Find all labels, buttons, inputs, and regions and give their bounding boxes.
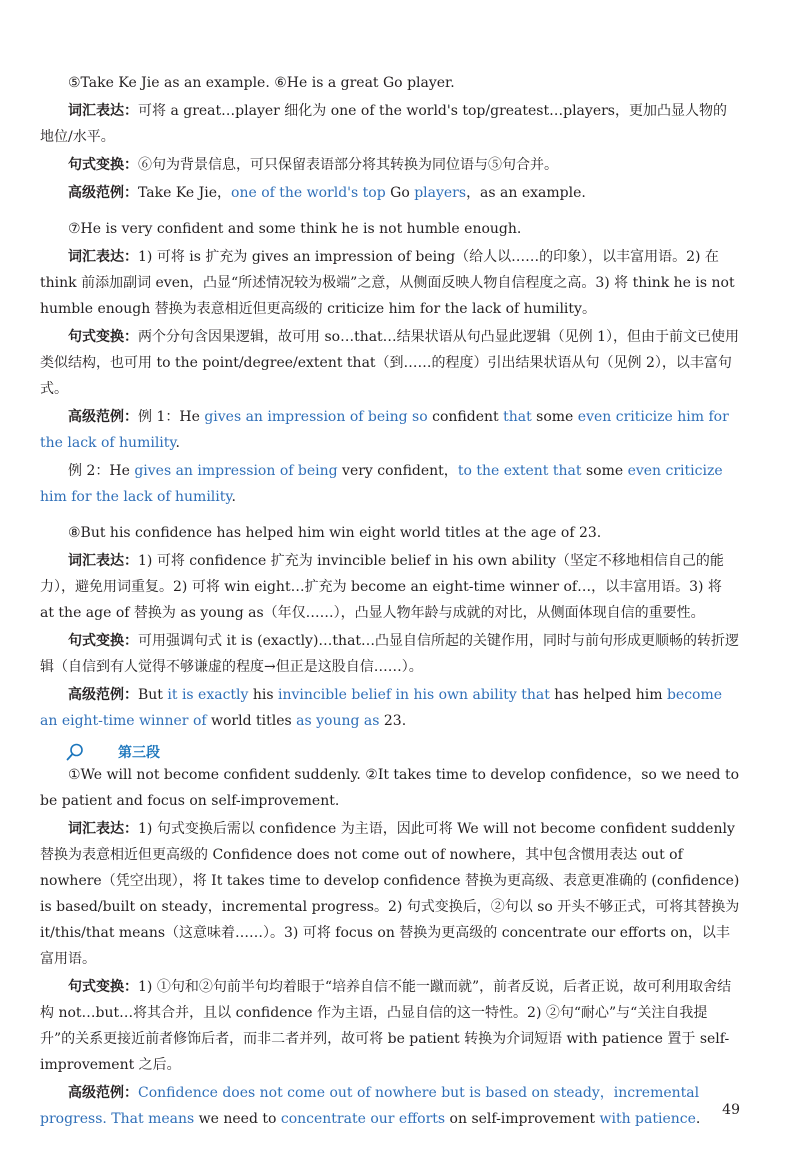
label: 词汇表达： bbox=[68, 821, 138, 837]
highlight-seg: gives an impression of being so bbox=[204, 409, 428, 425]
body-text: 1) ①句和②句前半句均着眼于“培养自信不能一蹴而就”，前者反说，后者正说，故可利用取舍结构 not…but…将其合并，且以 confidence 作为主语，凸显自信的这一特性。2) ②句“耐心”与“关注自我提升”的关系更接近前者修饰后者，而非二者并列，故可将 be patient 转换为介词短语 with patience 置于 self-improvement 之后。 bbox=[40, 979, 732, 1073]
text-seg: on self-improvement bbox=[445, 1111, 600, 1127]
label: 词汇表达： bbox=[68, 249, 138, 265]
label: 句式变换： bbox=[68, 157, 138, 173]
highlight-seg: even criticize him for the lack of humility bbox=[40, 463, 723, 505]
body-text: 1) 可将 is 扩充为 gives an impression of being（给人以……的印象），以丰富用语。2) 在 think 前添加副词 even，凸显“所述情况较为极端”之意，从侧面反映人物自信程度之高。3) 将 think he is not humble enough 替换为表意相近但更高级的 criticize him for the lack of humility。 bbox=[40, 249, 735, 317]
sentence-transform-2 bbox=[40, 324, 740, 402]
magnifier-icon bbox=[66, 743, 84, 761]
text-seg: some bbox=[581, 463, 628, 479]
advanced-example-4 bbox=[40, 1080, 740, 1132]
text-seg: has helped him bbox=[549, 687, 667, 703]
vocab-expression-2 bbox=[40, 244, 740, 322]
text-seg: But bbox=[138, 687, 168, 703]
text-seg: Take Ke Jie， bbox=[138, 185, 232, 201]
sentence-transform-1 bbox=[40, 152, 740, 178]
highlight-seg: with patience bbox=[599, 1111, 696, 1127]
advanced-example-1 bbox=[40, 180, 740, 206]
text-seg: very confident， bbox=[337, 463, 458, 479]
text-seg: . bbox=[231, 489, 236, 505]
highlight-seg: as young as bbox=[296, 713, 380, 729]
vocab-expression-1 bbox=[40, 98, 740, 150]
advanced-example-3 bbox=[40, 682, 740, 734]
sentence-5-6: ⑤Take Ke Jie as an example. ⑥He is a great Go player. bbox=[68, 75, 455, 91]
body-text: 可用强调句式 it is (exactly)…that…凸显自信所起的关键作用，同时与前句形成更顺畅的转折逻辑（自信到有人觉得不够谦虚的程度→但正是这股自信……）。 bbox=[40, 633, 740, 675]
page-body bbox=[40, 70, 740, 1132]
body-text: 可将 a great…player 细化为 one of the world's top/greatest…players，更加凸显人物的地位/水平。 bbox=[40, 103, 727, 145]
text-seg: 例 1：He bbox=[138, 409, 205, 425]
text-seg: his bbox=[248, 687, 279, 703]
text-seg: 例 2：He bbox=[68, 463, 135, 479]
highlight-seg: one of the world's top bbox=[231, 185, 386, 201]
highlight-seg: players bbox=[414, 185, 467, 201]
text-seg: confident bbox=[427, 409, 504, 425]
text-seg: world titles bbox=[206, 713, 297, 729]
sentence-8: ⑧But his confidence has helped him win eight world titles at the age of 23. bbox=[68, 525, 602, 541]
label: 高级范例： bbox=[68, 185, 138, 201]
advanced-example-2 bbox=[40, 404, 740, 456]
label: 句式变换： bbox=[68, 979, 138, 995]
highlight-seg: it is exactly bbox=[167, 687, 249, 703]
highlight-seg: that bbox=[503, 409, 532, 425]
highlight-seg: even criticize him for the lack of humility bbox=[40, 409, 729, 451]
text-seg: . bbox=[175, 435, 180, 451]
text-seg: some bbox=[531, 409, 578, 425]
text-seg: . bbox=[695, 1111, 701, 1127]
label: 句式变换： bbox=[68, 329, 138, 345]
label: 词汇表达： bbox=[68, 553, 138, 569]
sentence-transform-3 bbox=[40, 628, 740, 680]
vocab-expression-3 bbox=[40, 548, 740, 626]
vocab-expression-4 bbox=[40, 816, 740, 972]
highlight-seg: become an eight-time winner of bbox=[40, 687, 723, 729]
page-number: 49 bbox=[722, 1102, 740, 1118]
advanced-example-2b bbox=[40, 458, 740, 510]
label: 句式变换： bbox=[68, 633, 138, 649]
highlight-seg: to the extent that bbox=[457, 463, 582, 479]
highlight-seg: invincible belief in his own ability that bbox=[278, 687, 550, 703]
body-text: ⑥句为背景信息，可只保留表语部分将其转换为同位语与⑤句合并。 bbox=[138, 157, 558, 173]
label: 高级范例： bbox=[68, 409, 138, 425]
body-text: 1) 可将 confidence 扩充为 invincible belief in his own ability（坚定不移地相信自己的能力），避免用词重复。2) 可将 win eight…扩充为 become an eight-time winner of…，以丰富用语。3) 将 at the age of 替换为 as young as（年仅……），凸显人物年龄与成就的对比，从侧面体现自信的重要性。 bbox=[40, 553, 724, 621]
label: 高级范例： bbox=[68, 1085, 138, 1101]
highlight-seg: gives an impression of being bbox=[134, 463, 338, 479]
section-heading bbox=[40, 742, 740, 762]
text-seg: 23. bbox=[379, 713, 407, 729]
text-seg: ，as an example. bbox=[466, 185, 586, 201]
highlight-seg: concentrate our efforts bbox=[280, 1111, 446, 1127]
text-seg: we need to bbox=[194, 1111, 281, 1127]
body-text: 1) 句式变换后需以 confidence 为主语，因此可将 We will not become confident suddenly 替换为表意相近但更高级的 Confidence does not come out of nowhere，其中包含惯用表达 out of nowhere（凭空出现），将 It takes time to develop confidence 替换为更高级、表意更准确的 (confidence) is based/built on steady，incremental progress。2) 句式变换后，②句以 so 开头不够正式，可将其替换为 it/this/that means（这意味着……）。3) 可将 focus on 替换为更高级的 concentrate our efforts on，以丰富用语。 bbox=[40, 821, 740, 967]
label: 高级范例： bbox=[68, 687, 138, 703]
sentence-7: ⑦He is very confident and some think he is not humble enough. bbox=[68, 221, 522, 237]
section-title: 第三段 bbox=[118, 745, 160, 761]
label: 词汇表达： bbox=[68, 103, 138, 119]
highlight-seg: That means bbox=[106, 1111, 195, 1127]
body-text: 两个分句含因果逻辑，故可用 so…that…结果状语从句凸显此逻辑（见例 1），但由于前文已使用类似结构，也可用 to the point/degree/extent that（到……的程度）引出结果状语从句（见例 2），以丰富句式。 bbox=[40, 329, 740, 397]
highlight-seg: Confidence does not come out of nowhere but is based on steady，incremental progress. bbox=[40, 1085, 700, 1127]
sentence-1-2: ①We will not become confident suddenly. ②It takes time to develop confidence，so we need to be patient and focus on self-improvement. bbox=[40, 767, 740, 809]
sentence-transform-4 bbox=[40, 974, 740, 1078]
text-seg: Go bbox=[385, 185, 415, 201]
